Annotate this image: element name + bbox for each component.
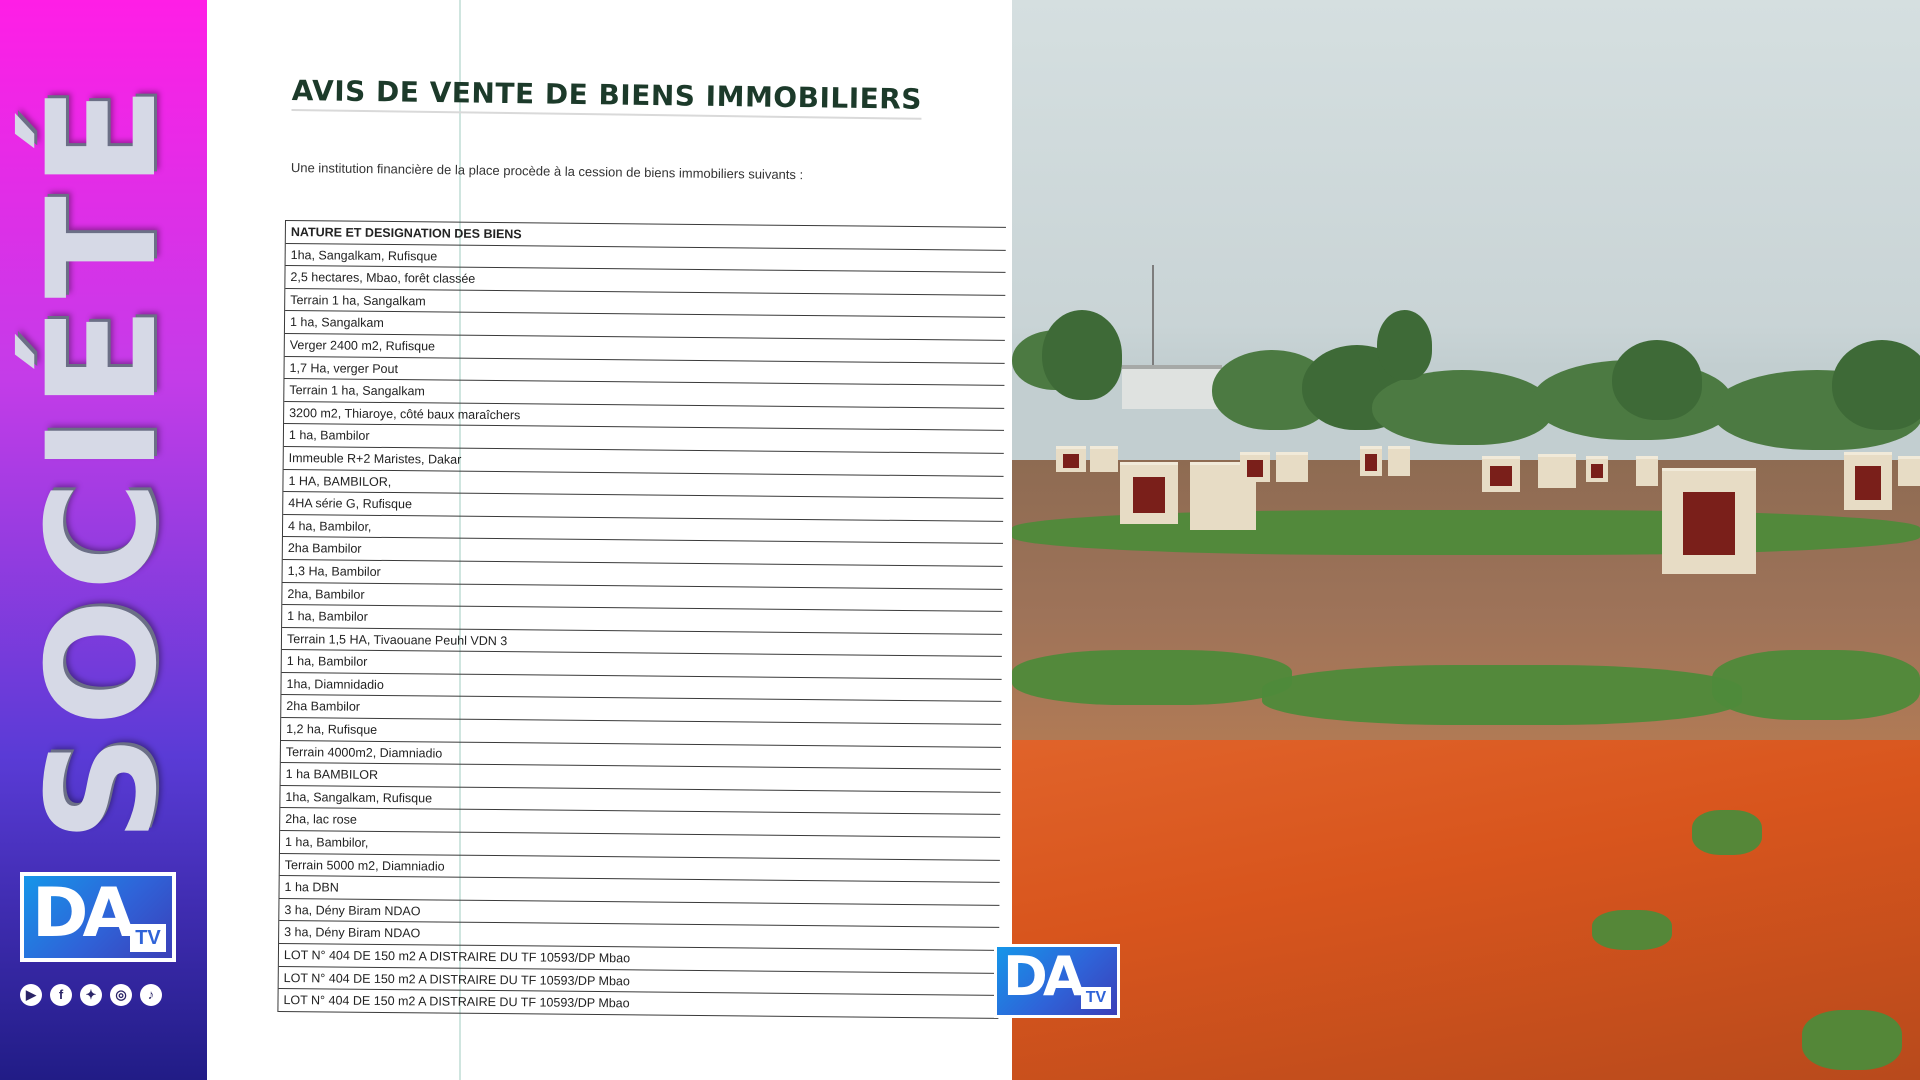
tree (1832, 340, 1920, 430)
table-row: Verger 2400 m2, Rufisque (285, 334, 1005, 364)
table-row: 2ha Bambilor (281, 695, 1001, 725)
antenna (1152, 265, 1154, 365)
table-row: 1,7 Ha, verger Pout (284, 357, 1004, 387)
youtube-icon[interactable]: ▶ (20, 984, 42, 1006)
vegetation (1712, 650, 1920, 720)
table-row: 2,5 hectares, Mbao, forêt classée (285, 266, 1005, 296)
logo-background (997, 947, 1117, 1015)
notice-title: AVIS DE VENTE DE BIENS IMMOBILIERS (291, 74, 922, 120)
table-row: 1ha, Sangalkam, Rufisque (280, 786, 1000, 816)
vegetation (1692, 810, 1762, 855)
boundary-marker (1120, 462, 1178, 524)
table-row: Immeuble R+2 Maristes, Dakar (284, 447, 1004, 477)
notice-intro: Une institution financière de la place procède à la cession de biens immobiliers suivants : (290, 160, 804, 183)
boundary-marker (1276, 452, 1308, 482)
boundary-marker (1538, 454, 1576, 488)
table-row: 2ha Bambilor (283, 537, 1003, 567)
distant-building (1122, 365, 1222, 409)
table-row: 1 ha DBN (279, 876, 999, 906)
table-header: NATURE ET DESIGNATION DES BIENS (286, 221, 1006, 251)
table-row: 1 ha, Bambilor (282, 605, 1002, 635)
table-row: Terrain 5000 m2, Diamniadio (280, 854, 1000, 884)
table-row: 3 ha, Dény Biram NDAO (279, 899, 999, 929)
vegetation (1592, 910, 1672, 950)
instagram-icon[interactable]: ◎ (110, 984, 132, 1006)
facebook-icon[interactable]: f (50, 984, 72, 1006)
tree (1612, 340, 1702, 420)
table-row: Terrain 4000m2, Diamniadio (281, 741, 1001, 771)
table-row: 4 ha, Bambilor, (283, 515, 1003, 545)
table-row: 1 ha, Sangalkam (285, 311, 1005, 341)
table-row: 1 ha, Bambilor (282, 650, 1002, 680)
tree (1372, 370, 1552, 445)
boundary-marker (1388, 446, 1410, 476)
boundary-marker (1090, 446, 1118, 472)
boundary-marker (1636, 456, 1658, 486)
table-row: LOT N° 404 DE 150 m2 A DISTRAIRE DU TF 10593/DP Mbao (279, 967, 999, 997)
table-row: 1 ha BAMBILOR (281, 763, 1001, 793)
logo-background (24, 876, 172, 958)
landscape-photo (1012, 0, 1920, 1080)
table-row: 1 HA, BAMBILOR, (283, 470, 1003, 500)
table-row: 1 ha, Bambilor, (280, 831, 1000, 861)
tree (1042, 310, 1122, 400)
property-table (277, 220, 1006, 1019)
da-tv-watermark-logo (994, 944, 1120, 1018)
sale-notice-document (207, 0, 1012, 1080)
table-row: 2ha, lac rose (280, 808, 1000, 838)
vegetation (1262, 665, 1742, 725)
table-row: LOT N° 404 DE 150 m2 A DISTRAIRE DU TF 10593/DP Mbao (279, 944, 999, 974)
logo-letters: DA (32, 874, 130, 953)
table-row: 2ha, Bambilor (282, 582, 1002, 612)
logo-letters: DA (1003, 945, 1080, 1008)
table-row: 1 ha, Bambilor (284, 424, 1004, 454)
section-title: SOCIÉTÉ (16, 77, 190, 843)
tiktok-icon[interactable]: ♪ (140, 984, 162, 1006)
boundary-marker (1586, 456, 1608, 482)
table-row: 1ha, Sangalkam, Rufisque (286, 244, 1006, 274)
table-row: 1,3 Ha, Bambilor (283, 560, 1003, 590)
table-row: 1ha, Diamnidadio (281, 673, 1001, 703)
twitter-icon[interactable]: ✦ (80, 984, 102, 1006)
boundary-marker (1844, 452, 1892, 510)
boundary-marker (1662, 468, 1756, 574)
table-row: 1,2 ha, Rufisque (281, 718, 1001, 748)
boundary-marker (1056, 446, 1086, 472)
logo-suffix: TV (130, 924, 166, 952)
boundary-marker (1898, 456, 1920, 486)
logo-suffix: TV (1081, 987, 1111, 1009)
red-dirt-road (1012, 740, 1920, 1080)
table-row: 3200 m2, Thiaroye, côté baux maraîchers (284, 402, 1004, 432)
tree (1377, 310, 1432, 380)
boundary-marker (1240, 452, 1270, 482)
vegetation (1802, 1010, 1902, 1070)
social-icons (20, 982, 180, 1008)
table-row: Terrain 1 ha, Sangalkam (284, 379, 1004, 409)
section-banner (0, 0, 207, 1080)
table-row: LOT N° 404 DE 150 m2 A DISTRAIRE DU TF 10593/DP Mbao (278, 989, 998, 1019)
table-row: 3 ha, Dény Biram NDAO (279, 921, 999, 951)
boundary-marker (1482, 456, 1520, 492)
table-row: Terrain 1,5 HA, Tivaouane Peuhl VDN 3 (282, 628, 1002, 658)
da-tv-logo (20, 872, 176, 962)
table-row: Terrain 1 ha, Sangalkam (285, 289, 1005, 319)
vegetation (1012, 650, 1292, 705)
boundary-marker (1360, 446, 1382, 476)
table-row: 4HA série G, Rufisque (283, 492, 1003, 522)
